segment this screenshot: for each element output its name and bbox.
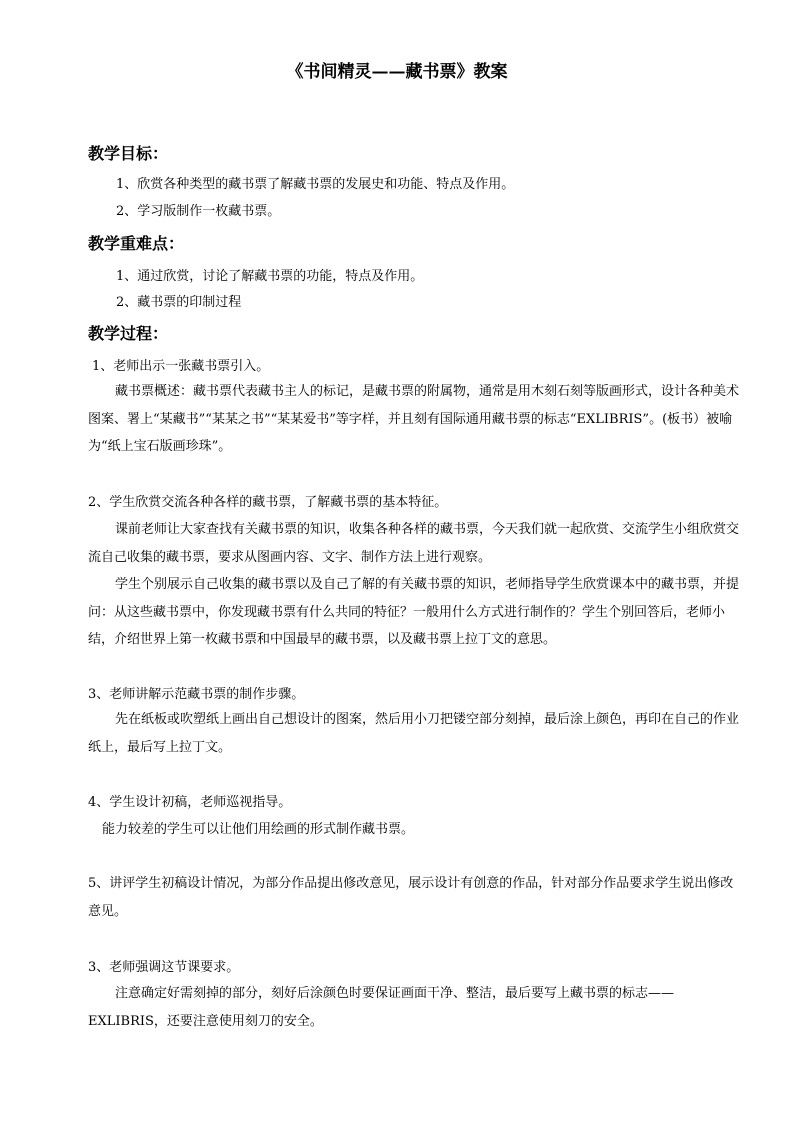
key-point-item-1: 1、通过欣赏，讨论了解藏书票的功能，特点及作用。 [116,269,424,284]
step-6-title: 3、老师强调这节课要求。 [88,960,240,975]
key-points-heading: 教学重难点： [88,234,185,253]
objective-item-1: 1、欣赏各种类型的藏书票了解藏书票的发展史和功能、特点及作用。 [116,177,515,192]
step-2-body-1: 课前老师让大家查找有关藏书票的知识，收集各种各样的藏书票，今天我们就一起欣赏、交流学生小组欣赏交流自己收集的藏书票，要求从图画内容、文字、制作方法上进行观察。 [88,522,740,565]
process-heading: 教学过程： [88,324,169,343]
step-3-body: 先在纸板或吹塑纸上画出自己想设计的图案，然后用小刀把镂空部分刻掉，最后涂上颜色，再印在自己的作业纸上，最后写上拉丁文。 [88,712,740,755]
document-title: 《书间精灵——藏书票》教案 [286,62,508,82]
step-2-body-2: 学生个别展示自己收集的藏书票以及自己了解的有关藏书票的知识，老师指导学生欣赏课本中的藏书票，并提问：从这些藏书票中，你发现藏书票有什么共同的特征？一般用什么方式进行制作的？学生个别回答后，老师小结，介绍世界上第一枚藏书票和中国最早的藏书票，以及藏书票上拉丁文的意思。 [88,577,740,647]
step-2-title: 2、学生欣赏交流各种各样的藏书票，了解藏书票的基本特征。 [88,495,448,510]
objectives-heading: 教学目标： [88,144,169,163]
step-4-title: 4、学生设计初稿，老师巡视指导。 [88,795,292,810]
step-4-body: 能力较差的学生可以让他们用绘画的形式制作藏书票。 [102,822,415,837]
step-1-body: 藏书票概述：藏书票代表藏书主人的标记，是藏书票的附属物，通常是用木刻石刻等版画形式，设计各种美术图案、署上“某藏书”“某某之书”“某某爱书”等字样，并且刻有国际通用藏书票的标志“EXLIBRIS”。(板书）被喻为“纸上宝石版画珍珠”。 [88,384,740,454]
key-point-item-2: 2、藏书票的印制过程 [116,295,242,310]
step-6-body: 注意确定好需刻掉的部分，刻好后涂颜色时要保证画面干净、整洁，最后要写上藏书票的标志——EXLIBRIS，还要注意使用刻刀的安全。 [88,986,675,1029]
step-3-title: 3、老师讲解示范藏书票的制作步骤。 [88,687,305,702]
objective-item-2: 2、学习版制作一枚藏书票。 [116,204,281,219]
step-1-title: 1、老师出示一张藏书票引入。 [92,359,270,374]
step-5-body: 5、讲评学生初稿设计情况，为部分作品提出修改意见，展示设计有创意的作品，针对部分作品要求学生说出修改意见。 [88,876,734,919]
